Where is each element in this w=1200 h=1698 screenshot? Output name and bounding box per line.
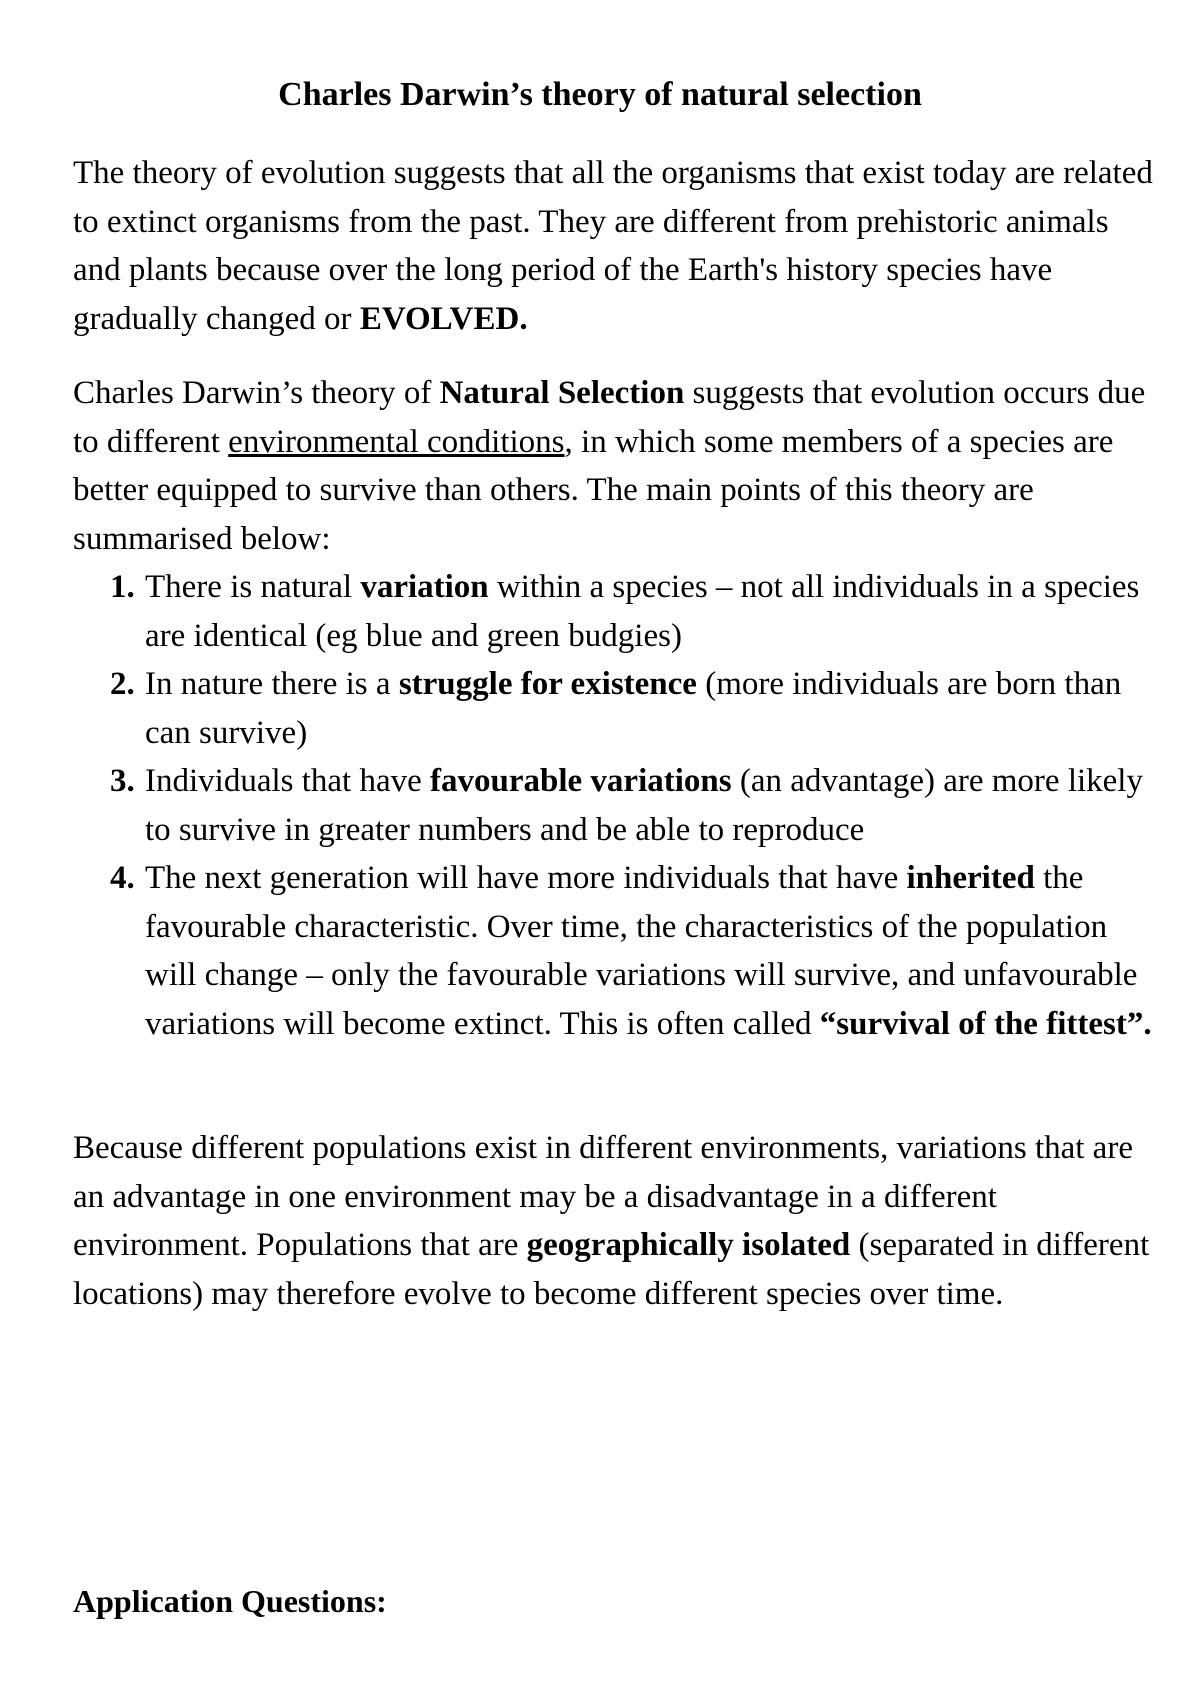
list-item <box>73 660 1163 757</box>
list-text: There is natural <box>145 569 361 605</box>
application-questions-heading: Application Questions: <box>73 1583 387 1619</box>
list-item <box>73 757 1163 854</box>
natural-selection-paragraph <box>73 369 1153 563</box>
ns-text-1: Charles Darwin’s theory of <box>73 375 440 411</box>
geographic-isolation-paragraph <box>73 1124 1153 1318</box>
evolved-term: EVOLVED. <box>359 300 528 337</box>
list-text: Individuals that have <box>145 763 431 799</box>
list-bold-term: variation <box>360 569 489 605</box>
geo-text-2: (separated in different locations) may therefore evolve to become different species over time. <box>73 1227 1150 1312</box>
list-number: 3. <box>110 763 135 799</box>
geographically-isolated-term: geographically isolated <box>526 1227 851 1263</box>
list-text: In nature there is a <box>145 666 399 702</box>
list-number: 1. <box>110 569 135 605</box>
list-text: the favourable characteristic. Over time, the characteristics of the population will change – only the favourable variations will survive, and unfavourable variations will become extinct. This is often called <box>145 860 1138 1042</box>
list-bold-term: inherited <box>906 860 1035 896</box>
list-bold-term: struggle for existence <box>398 666 697 702</box>
geo-text-1: Because different populations exist in different environments, variations that are an advantage in one environment may be a disadvantage in a different environment. Populations that are <box>73 1130 1133 1263</box>
intro-text: The theory of evolution suggests that all the organisms that exist today are related to extinct organisms from the past. They are different from prehistoric animals and plants because over the long period of the Earth's history species have gradually changed or <box>73 155 1153 337</box>
list-number: 4. <box>110 860 135 896</box>
environmental-conditions-term: environmental conditions <box>228 423 565 460</box>
list-bold-term: favourable variations <box>430 763 732 799</box>
main-points-list <box>73 563 1163 1048</box>
page-title: Charles Darwin’s theory of natural selection <box>278 76 922 113</box>
ns-text-3: , in which some members of a species are better equipped to survive than others. The main points of this theory are summarised below: <box>73 423 1114 557</box>
list-text: The next generation will have more individuals that have <box>145 860 907 896</box>
list-text: within a species – not all individuals in a species are identical (eg blue and green budgies) <box>145 569 1140 654</box>
list-item <box>73 563 1163 660</box>
list-text: (an advantage) are more likely to survive in greater numbers and be able to reproduce <box>145 763 1143 848</box>
list-number: 2. <box>110 666 135 702</box>
survival-of-fittest-term: “survival of the fittest”. <box>819 1005 1152 1042</box>
list-text: (more individuals are born than can survive) <box>145 666 1122 751</box>
list-item <box>73 854 1163 1048</box>
natural-selection-term: Natural Selection <box>439 375 685 411</box>
ns-text-2: suggests that evolution occurs due to different <box>73 375 1146 460</box>
intro-paragraph <box>73 149 1153 343</box>
